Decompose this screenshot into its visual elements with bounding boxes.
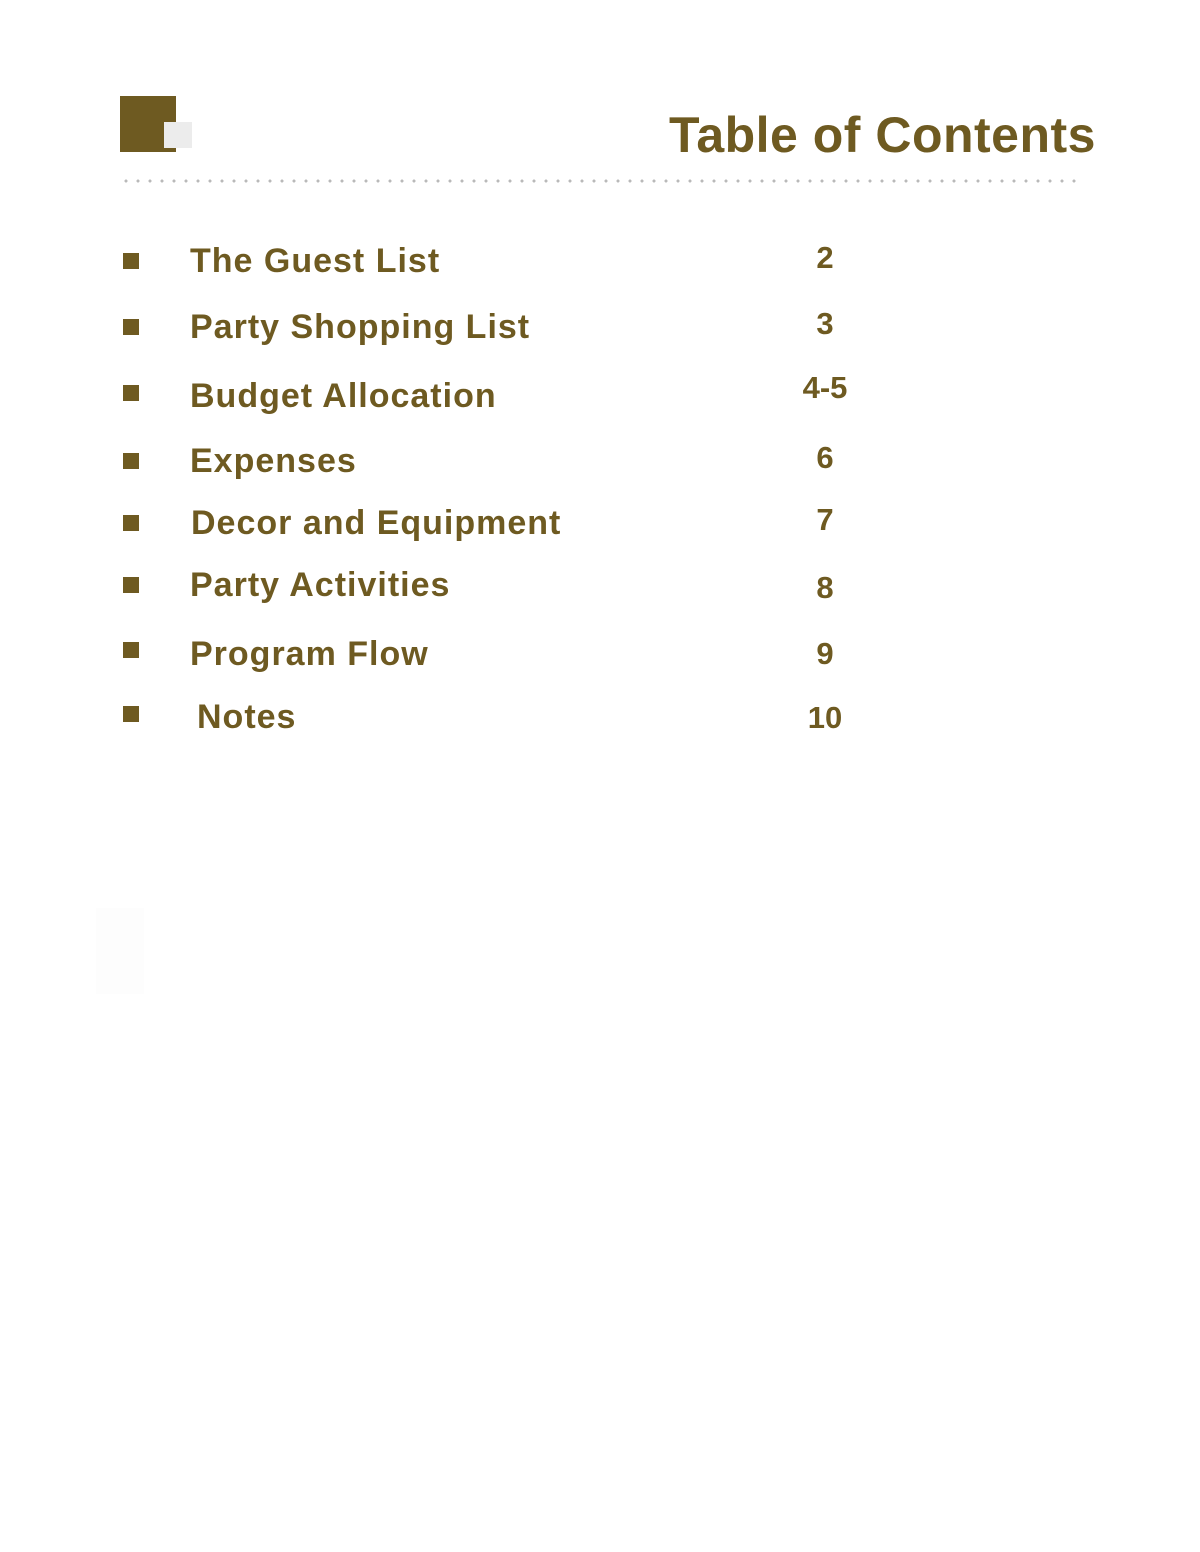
toc-entry[interactable]	[120, 630, 880, 676]
square-bullet-icon	[123, 319, 139, 335]
square-bullet-icon	[123, 453, 139, 469]
toc-entry-label: Budget Allocation	[190, 377, 497, 415]
toc-entry-page: 6	[816, 440, 834, 475]
square-bullet-icon	[123, 642, 139, 658]
square-bullet-icon	[123, 577, 139, 593]
toc-entry-label: Expenses	[190, 442, 357, 480]
toc-entry-page: 8	[816, 570, 834, 605]
square-bullet-icon	[123, 253, 139, 269]
background-block	[96, 908, 144, 994]
toc-entry-page: 7	[816, 502, 834, 537]
toc-entry-page: 3	[816, 306, 834, 341]
toc-entry-page: 10	[807, 700, 843, 735]
toc-entry[interactable]	[120, 438, 880, 484]
toc-entry[interactable]	[120, 304, 880, 350]
toc-entry[interactable]	[120, 238, 880, 284]
toc-entry[interactable]	[120, 562, 880, 608]
toc-entry-label: Decor and Equipment	[191, 504, 562, 542]
square-bullet-icon	[123, 706, 139, 722]
toc-entry[interactable]	[120, 694, 880, 740]
toc-entry-page: 9	[816, 636, 834, 671]
toc-entry[interactable]	[120, 500, 880, 546]
page-title: Table of Contents	[668, 107, 1096, 163]
toc-entry-label: Program Flow	[190, 635, 429, 673]
square-bullet-icon	[123, 515, 139, 531]
toc-entry-label: Party Shopping List	[190, 308, 531, 346]
toc-entry-page: 2	[816, 240, 834, 275]
toc-entry-label: Notes	[197, 698, 297, 736]
toc-entry[interactable]	[120, 372, 880, 418]
toc-entry-label: Party Activities	[190, 566, 451, 604]
toc-entry-page: 4-5	[802, 370, 848, 405]
toc-entry-label: The Guest List	[190, 242, 441, 280]
square-bullet-icon	[123, 385, 139, 401]
